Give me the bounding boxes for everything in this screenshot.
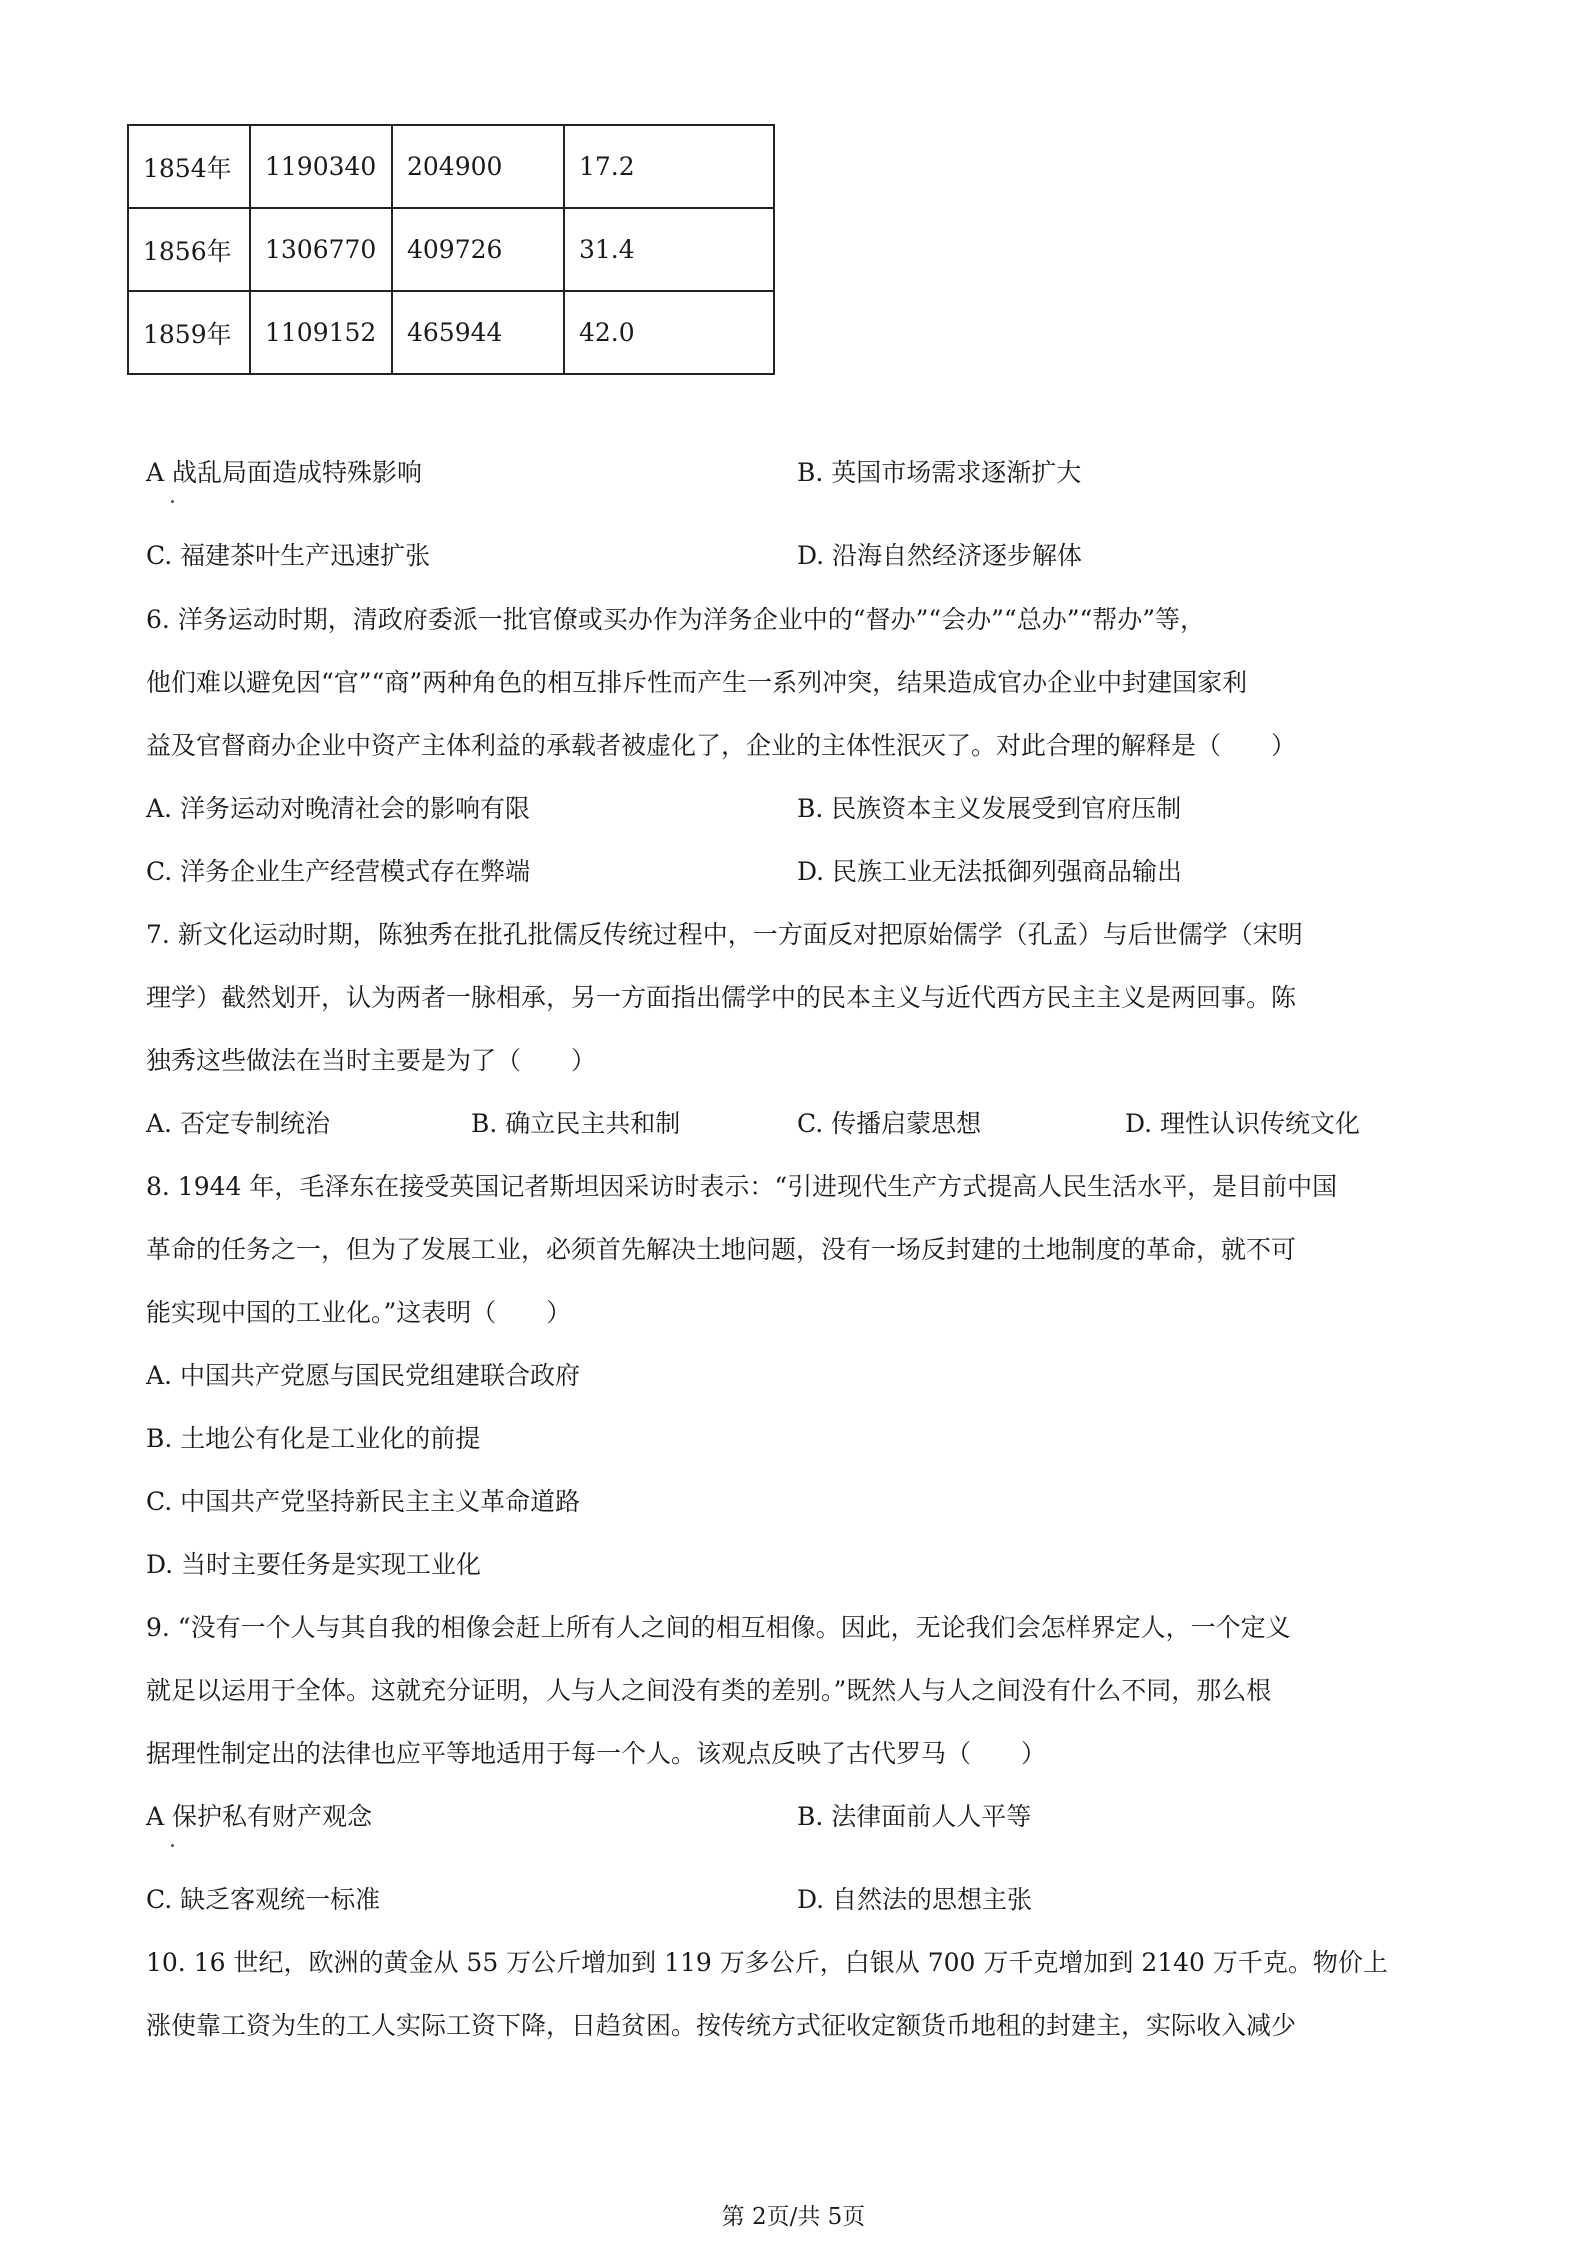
q9-option-c: C. 缺乏客观统一标准 [146,1885,381,1914]
q8-stem-line: 革命的任务之一，但为了发展工业，必须首先解决土地问题，没有一场反封建的土地制度的革命，就不可 [146,1235,1297,1264]
q8-stem-line: 8. 1944 年，毛泽东在接受英国记者斯坦因采访时表示：“引进现代生产方式提高人民生活水平，是目前中国 [146,1172,1338,1201]
q8-option-c: C. 中国共产党坚持新民主主义革命道路 [146,1487,581,1516]
q9-option-a: A 保护私有财产观念 [146,1802,373,1831]
q5-option-a: A 战乱局面造成特殊影响 [146,458,423,487]
q6-stem-line: 益及官督商办企业中资产主体利益的承载者被虚化了，企业的主体性泯灭了。对此合理的解释是（ ） [146,731,1297,760]
table-cell: 1856年 [128,208,250,291]
page-number: 第 2页/共 5页 [721,2204,866,2230]
q9-option-b: B. 法律面前人人平等 [797,1802,1032,1831]
q9-stem-line: 就足以运用于全体。这就充分证明，人与人之间没有类的差别。”既然人与人之间没有什么不同，那么根 [146,1676,1272,1705]
q10-stem-line: 10. 16 世纪，欧洲的黄金从 55 万公斤增加到 119 万多公斤，白银从 700 万千克增加到 2140 万千克。物价上 [146,1948,1388,1977]
q8-option-a: A. 中国共产党愿与国民党组建联合政府 [146,1361,580,1390]
q8-stem-line: 能实现中国的工业化。”这表明（ ） [146,1298,572,1327]
q7-stem-line: 独秀这些做法在当时主要是为了（ ） [146,1046,597,1075]
table-cell: 1109152 [250,291,392,374]
table-cell: 1854年 [128,125,250,208]
table-cell: 42.0 [564,291,774,374]
q9-stem-line: 9. “没有一个人与其自我的相像会赶上所有人之间的相互相像。因此，无论我们会怎样界定人，一个定义 [146,1613,1291,1642]
table-cell: 17.2 [564,125,774,208]
q5-option-b: B. 英国市场需求逐渐扩大 [797,458,1082,487]
q8-option-d: D. 当时主要任务是实现工业化 [146,1550,482,1579]
table-row [128,125,774,208]
q7-option-a: A. 否定专制统治 [146,1109,330,1138]
q7-stem-line: 理学）截然划开，认为两者一脉相承，另一方面指出儒学中的民本主义与近代西方民主主义是两回事。陈 [146,983,1297,1012]
q6-stem-line: 他们难以避免因“官”“商”两种角色的相互排斥性而产生一系列冲突，结果造成官办企业中封建国家利 [146,668,1248,697]
q6-stem-line: 6. 洋务运动时期，清政府委派一批官僚或买办作为洋务企业中的“督办”“会办”“总办”“帮办”等， [146,605,1206,634]
q6-option-c: C. 洋务企业生产经营模式存在弊端 [146,857,531,886]
q7-option-b: B. 确立民主共和制 [471,1109,681,1138]
table-cell: 409726 [392,208,564,291]
option-dot [171,500,174,503]
q8-option-b: B. 土地公有化是工业化的前提 [146,1424,481,1453]
q9-option-d: D. 自然法的思想主张 [797,1885,1033,1914]
q7-option-d: D. 理性认识传统文化 [1125,1109,1361,1138]
table-cell: 31.4 [564,208,774,291]
table-row [128,208,774,291]
option-dot [171,1844,174,1847]
q5-option-d: D. 沿海自然经济逐步解体 [797,541,1083,570]
q6-option-a: A. 洋务运动对晚清社会的影响有限 [146,794,530,823]
q5-option-c: C. 福建茶叶生产迅速扩张 [146,541,431,570]
q9-stem-line: 据理性制定出的法律也应平等地适用于每一个人。该观点反映了古代罗马（ ） [146,1739,1047,1768]
q7-option-c: C. 传播启蒙思想 [797,1109,982,1138]
table-cell: 204900 [392,125,564,208]
table-cell: 465944 [392,291,564,374]
table-row [128,291,774,374]
table-cell: 1190340 [250,125,392,208]
table-cell: 1859年 [128,291,250,374]
data-table [127,124,775,375]
q10-stem-line: 涨使靠工资为生的工人实际工资下降，日趋贫困。按传统方式征收定额货币地租的封建主，实际收入减少 [146,2011,1297,2040]
q6-option-b: B. 民族资本主义发展受到官府压制 [797,794,1182,823]
q6-option-d: D. 民族工业无法抵御列强商品输出 [797,857,1183,886]
q7-stem-line: 7. 新文化运动时期，陈独秀在批孔批儒反传统过程中，一方面反对把原始儒学（孔孟）与后世儒学（宋明 [146,920,1303,949]
table-cell: 1306770 [250,208,392,291]
